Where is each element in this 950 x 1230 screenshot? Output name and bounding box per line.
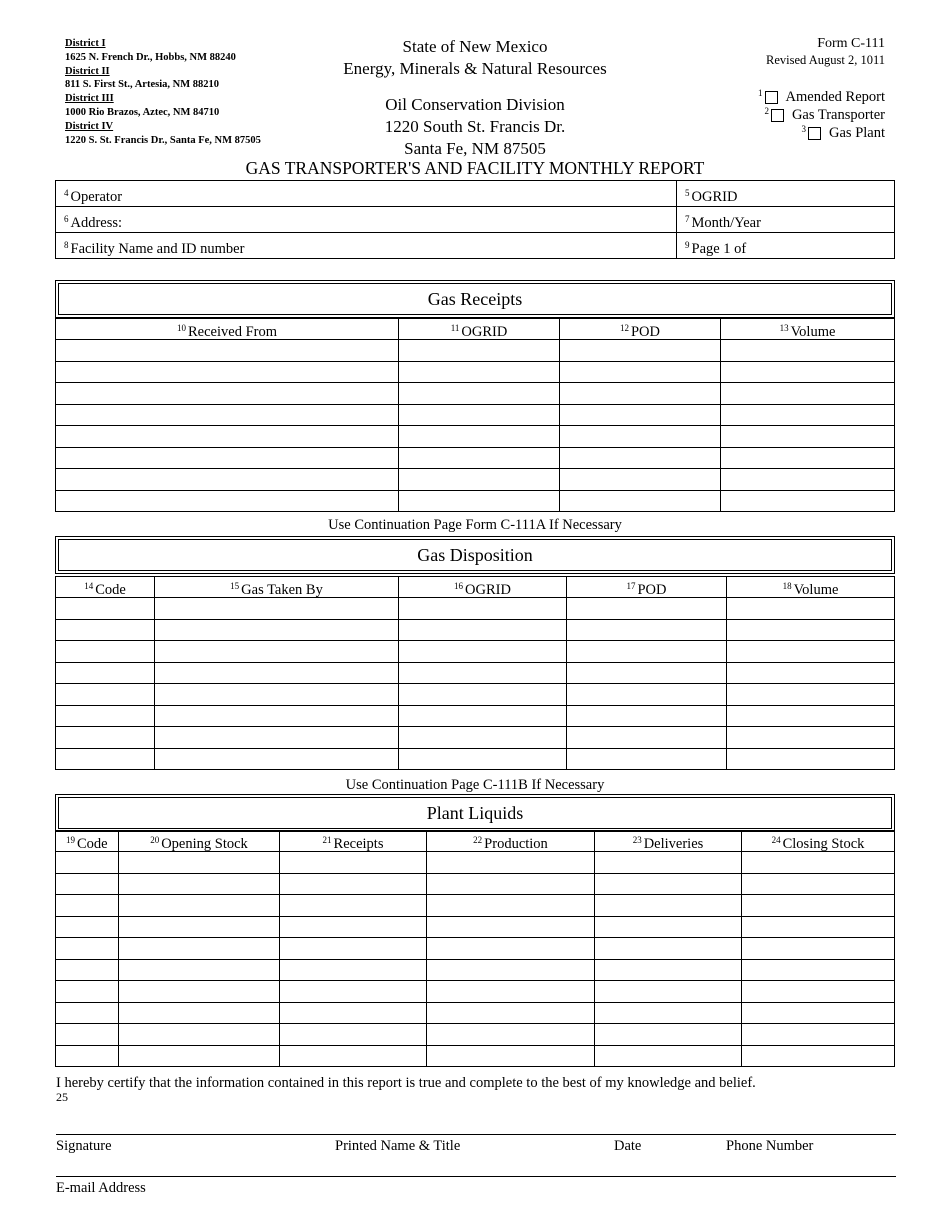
table-row — [56, 705, 895, 727]
operator-info-table — [55, 180, 895, 259]
table-row — [56, 852, 895, 874]
table-cell[interactable] — [119, 938, 280, 960]
table-cell[interactable] — [595, 852, 742, 874]
table-cell[interactable] — [721, 383, 895, 405]
column-header: $^{24}$ Closing Stock — [742, 831, 895, 852]
division-street: 1220 South St. Francis Dr. — [384, 117, 566, 136]
table-cell[interactable] — [56, 959, 119, 981]
table-cell[interactable] — [399, 684, 567, 706]
table-cell[interactable] — [119, 916, 280, 938]
table-cell[interactable] — [727, 684, 895, 706]
division-city: Santa Fe, NM 87505 — [404, 139, 546, 158]
continuation-note: Use Continuation Page C-111B If Necessary — [345, 777, 605, 793]
gas-plant-checkbox[interactable] — [808, 127, 821, 140]
gas-transporter-checkbox[interactable] — [771, 109, 784, 122]
column-header: $^{16}$ OGRID — [399, 577, 567, 598]
table-cell[interactable] — [560, 383, 721, 405]
district-address: 1625 N. French Dr., Hobbs, NM 88240 — [65, 51, 236, 63]
report-type-checkboxes — [758, 88, 885, 142]
table-row — [56, 1002, 895, 1024]
table-row — [56, 404, 895, 426]
table-row — [56, 895, 895, 917]
table-row — [56, 959, 895, 981]
table-cell[interactable] — [399, 619, 567, 641]
table-cell[interactable] — [119, 895, 280, 917]
table-cell[interactable] — [427, 852, 595, 874]
field-number: 7 — [685, 214, 690, 224]
column-header: $^{11}$ OGRID — [399, 319, 560, 340]
department-name: Energy, Minerals & Natural Resources — [343, 59, 607, 78]
table-cell[interactable] — [155, 662, 399, 684]
table-cell[interactable] — [155, 748, 399, 770]
checkbox-label: Gas Transporter — [791, 106, 885, 123]
district-addresses — [65, 37, 261, 147]
table-row — [56, 641, 895, 663]
column-header: $^{15}$ Gas Taken By — [155, 577, 399, 598]
table-row — [56, 447, 895, 469]
table-cell[interactable] — [567, 598, 727, 620]
plant-liquids-section — [55, 794, 895, 832]
district-address: 1000 Rio Brazos, Aztec, NM 84710 — [65, 106, 220, 118]
page-field[interactable] — [677, 233, 895, 259]
signature-line[interactable] — [56, 1134, 896, 1135]
table-row — [56, 490, 895, 512]
table-cell[interactable] — [399, 469, 560, 491]
table-cell[interactable] — [567, 748, 727, 770]
table-cell[interactable] — [721, 361, 895, 383]
table-cell[interactable] — [721, 490, 895, 512]
table-row — [56, 1024, 895, 1046]
table-row — [56, 383, 895, 405]
table-cell[interactable] — [567, 641, 727, 663]
district-name: District I — [65, 38, 106, 49]
table-cell[interactable] — [742, 1045, 895, 1067]
field-label: Operator — [70, 189, 123, 205]
table-header-row — [56, 577, 895, 598]
column-header: $^{21}$ Receipts — [280, 831, 427, 852]
gas-disposition-section — [55, 536, 895, 574]
table-cell[interactable] — [399, 404, 560, 426]
table-cell[interactable] — [721, 404, 895, 426]
district-address: 1220 S. St. Francis Dr., Santa Fe, NM 87505 — [65, 134, 261, 146]
table-cell[interactable] — [119, 852, 280, 874]
table-cell[interactable] — [56, 598, 155, 620]
table-cell[interactable] — [280, 916, 427, 938]
table-cell[interactable] — [399, 727, 567, 749]
field-number: 8 — [64, 240, 69, 250]
district-name: District II — [65, 65, 110, 77]
table-cell[interactable] — [727, 641, 895, 663]
table-header-row — [56, 831, 895, 852]
table-cell[interactable] — [595, 916, 742, 938]
table-cell[interactable] — [119, 981, 280, 1003]
district-address: 811 S. First St., Artesia, NM 88210 — [65, 79, 219, 91]
column-header: $^{17}$ POD — [567, 577, 727, 598]
column-header: $^{14}$ Code — [56, 577, 155, 598]
table-cell[interactable] — [56, 684, 155, 706]
table-cell[interactable] — [567, 684, 727, 706]
table-cell[interactable] — [427, 916, 595, 938]
table-cell[interactable] — [595, 938, 742, 960]
gas-receipts-table — [55, 318, 895, 512]
table-cell[interactable] — [280, 1024, 427, 1046]
table-cell[interactable] — [155, 619, 399, 641]
table-cell[interactable] — [595, 981, 742, 1003]
certification-statement: I hereby certify that the information contained in this report is true and complete to the best of my knowledge and belief. — [56, 1075, 756, 1091]
table-cell[interactable] — [721, 426, 895, 448]
table-cell[interactable] — [595, 1045, 742, 1067]
table-row — [56, 469, 895, 491]
table-cell[interactable] — [56, 873, 119, 895]
amended-report-checkbox[interactable] — [765, 91, 778, 104]
table-cell[interactable] — [119, 1002, 280, 1024]
table-cell[interactable] — [727, 727, 895, 749]
ogrid-field[interactable] — [677, 181, 895, 207]
address-field[interactable] — [56, 207, 677, 233]
column-header: $^{19}$ Code — [56, 831, 119, 852]
table-cell[interactable] — [280, 1045, 427, 1067]
table-cell[interactable] — [56, 895, 119, 917]
section-title: Plant Liquids — [58, 797, 892, 829]
table-cell[interactable] — [567, 705, 727, 727]
table-cell[interactable] — [119, 1024, 280, 1046]
table-cell[interactable] — [427, 873, 595, 895]
field-label: Address: — [70, 215, 123, 231]
table-cell[interactable] — [595, 895, 742, 917]
table-cell[interactable] — [727, 705, 895, 727]
table-cell[interactable] — [742, 959, 895, 981]
table-row — [56, 340, 895, 362]
agency-header — [300, 36, 650, 80]
table-cell[interactable] — [119, 1045, 280, 1067]
table-cell[interactable] — [742, 895, 895, 917]
table-row — [56, 748, 895, 770]
table-cell[interactable] — [595, 873, 742, 895]
table-cell[interactable] — [56, 938, 119, 960]
table-cell[interactable] — [399, 598, 567, 620]
table-cell[interactable] — [56, 490, 399, 512]
table-cell[interactable] — [427, 959, 595, 981]
table-cell[interactable] — [427, 1024, 595, 1046]
table-cell[interactable] — [56, 1002, 119, 1024]
table-cell[interactable] — [721, 340, 895, 362]
column-header: $^{23}$ Deliveries — [595, 831, 742, 852]
division-header — [300, 94, 650, 160]
field-number: 5 — [685, 188, 690, 198]
table-cell[interactable] — [560, 404, 721, 426]
table-cell[interactable] — [560, 426, 721, 448]
table-cell[interactable] — [56, 916, 119, 938]
table-cell[interactable] — [399, 490, 560, 512]
table-header-row — [56, 319, 895, 340]
gas-receipts-section — [55, 280, 895, 318]
table-cell[interactable] — [56, 1045, 119, 1067]
signature-label: Signature — [56, 1138, 112, 1154]
column-header: $^{13}$ Volume — [721, 319, 895, 340]
field-label: Facility Name and ID number — [70, 241, 245, 257]
table-cell[interactable] — [155, 705, 399, 727]
table-cell[interactable] — [560, 490, 721, 512]
table-row — [56, 938, 895, 960]
table-cell[interactable] — [56, 404, 399, 426]
table-cell[interactable] — [155, 727, 399, 749]
table-row — [56, 1045, 895, 1067]
table-cell[interactable] — [427, 938, 595, 960]
table-cell[interactable] — [155, 641, 399, 663]
field-number: 6 — [64, 214, 69, 224]
field-label: Month/Year — [691, 215, 761, 231]
check-amended-report — [758, 88, 885, 106]
table-cell[interactable] — [427, 895, 595, 917]
table-row — [56, 916, 895, 938]
continuation-note: Use Continuation Page Form C-111A If Necessary — [328, 517, 622, 533]
table-cell[interactable] — [56, 852, 119, 874]
table-cell[interactable] — [399, 383, 560, 405]
table-cell[interactable] — [56, 662, 155, 684]
table-cell[interactable] — [399, 340, 560, 362]
table-cell[interactable] — [727, 598, 895, 620]
table-row — [56, 598, 895, 620]
table-cell[interactable] — [427, 981, 595, 1003]
table-row — [56, 981, 895, 1003]
table-cell[interactable] — [56, 748, 155, 770]
table-cell[interactable] — [427, 1045, 595, 1067]
table-cell[interactable] — [56, 340, 399, 362]
table-cell[interactable] — [119, 873, 280, 895]
section-title: Gas Disposition — [58, 539, 892, 571]
table-cell[interactable] — [155, 684, 399, 706]
table-row — [56, 873, 895, 895]
table-cell[interactable] — [567, 727, 727, 749]
table-cell[interactable] — [742, 1002, 895, 1024]
checkbox-label: Amended Report — [785, 88, 885, 105]
table-cell[interactable] — [280, 873, 427, 895]
table-cell[interactable] — [280, 895, 427, 917]
table-cell[interactable] — [56, 383, 399, 405]
table-row — [56, 662, 895, 684]
table-cell[interactable] — [56, 361, 399, 383]
table-cell[interactable] — [595, 959, 742, 981]
operator-field[interactable] — [56, 181, 677, 207]
field-label: Page 1 of — [691, 241, 747, 257]
table-cell[interactable] — [560, 340, 721, 362]
division-name: Oil Conservation Division — [385, 95, 565, 114]
table-cell[interactable] — [399, 426, 560, 448]
table-cell[interactable] — [56, 426, 399, 448]
date-label: Date — [614, 1138, 642, 1154]
table-cell[interactable] — [399, 361, 560, 383]
table-cell[interactable] — [280, 959, 427, 981]
table-cell[interactable] — [742, 981, 895, 1003]
section-title: Gas Receipts — [58, 283, 892, 315]
report-title: GAS TRANSPORTER'S AND FACILITY MONTHLY REPORT — [245, 158, 705, 178]
table-cell[interactable] — [567, 619, 727, 641]
table-cell[interactable] — [721, 469, 895, 491]
table-cell[interactable] — [119, 959, 280, 981]
table-row — [56, 619, 895, 641]
table-cell[interactable] — [56, 727, 155, 749]
table-row — [56, 684, 895, 706]
form-number: Form C-111 — [817, 36, 885, 51]
email-label: E-mail Address — [56, 1180, 146, 1196]
table-row — [56, 361, 895, 383]
plant-liquids-table — [55, 830, 895, 1067]
column-header: $^{18}$ Volume — [727, 577, 895, 598]
table-cell[interactable] — [56, 447, 399, 469]
district-name: District III — [65, 93, 114, 105]
table-row — [56, 727, 895, 749]
field-number: 2 — [764, 106, 769, 116]
form-id — [766, 36, 885, 68]
table-cell[interactable] — [727, 619, 895, 641]
table-cell[interactable] — [742, 873, 895, 895]
table-cell[interactable] — [742, 916, 895, 938]
table-cell[interactable] — [280, 852, 427, 874]
facility-field[interactable] — [56, 233, 677, 259]
table-cell[interactable] — [56, 705, 155, 727]
form-revision: Revised August 2, 1011 — [766, 53, 885, 67]
field-number: 4 — [64, 188, 69, 198]
check-gas-plant — [758, 124, 885, 142]
field-label: OGRID — [691, 189, 738, 205]
table-cell[interactable] — [727, 748, 895, 770]
table-cell[interactable] — [595, 1024, 742, 1046]
table-cell[interactable] — [742, 938, 895, 960]
phone-label: Phone Number — [726, 1138, 814, 1154]
table-cell[interactable] — [399, 705, 567, 727]
table-cell[interactable] — [56, 641, 155, 663]
table-cell[interactable] — [56, 619, 155, 641]
table-cell[interactable] — [595, 1002, 742, 1024]
table-cell[interactable] — [560, 447, 721, 469]
table-cell[interactable] — [742, 852, 895, 874]
state-name: State of New Mexico — [402, 37, 548, 56]
table-cell[interactable] — [56, 469, 399, 491]
table-cell[interactable] — [56, 1024, 119, 1046]
table-cell[interactable] — [560, 361, 721, 383]
column-header: $^{10}$ Received From — [56, 319, 399, 340]
table-row — [56, 426, 895, 448]
table-cell[interactable] — [280, 1002, 427, 1024]
table-cell[interactable] — [427, 1002, 595, 1024]
table-cell[interactable] — [155, 598, 399, 620]
table-cell[interactable] — [399, 641, 567, 663]
column-header: $^{20}$ Opening Stock — [119, 831, 280, 852]
table-cell[interactable] — [742, 1024, 895, 1046]
field-number: 25 — [56, 1090, 68, 1104]
district-name: District IV — [65, 120, 114, 132]
table-cell[interactable] — [399, 748, 567, 770]
month-year-field[interactable] — [677, 207, 895, 233]
column-header: $^{12}$ POD — [560, 319, 721, 340]
check-gas-transporter — [758, 106, 885, 124]
table-cell[interactable] — [727, 662, 895, 684]
printed-name-label: Printed Name & Title — [335, 1138, 461, 1154]
table-cell[interactable] — [721, 447, 895, 469]
column-header: $^{22}$ Production — [427, 831, 595, 852]
table-cell[interactable] — [560, 469, 721, 491]
table-cell[interactable] — [280, 981, 427, 1003]
field-number: 3 — [801, 124, 807, 134]
gas-disposition-table — [55, 576, 895, 770]
table-cell[interactable] — [399, 447, 560, 469]
table-cell[interactable] — [567, 662, 727, 684]
email-line[interactable] — [56, 1176, 896, 1177]
table-cell[interactable] — [56, 981, 119, 1003]
table-cell[interactable] — [399, 662, 567, 684]
field-number: 9 — [685, 240, 690, 250]
field-number: 1 — [758, 88, 763, 98]
table-cell[interactable] — [280, 938, 427, 960]
checkbox-label: Gas Plant — [829, 124, 885, 141]
